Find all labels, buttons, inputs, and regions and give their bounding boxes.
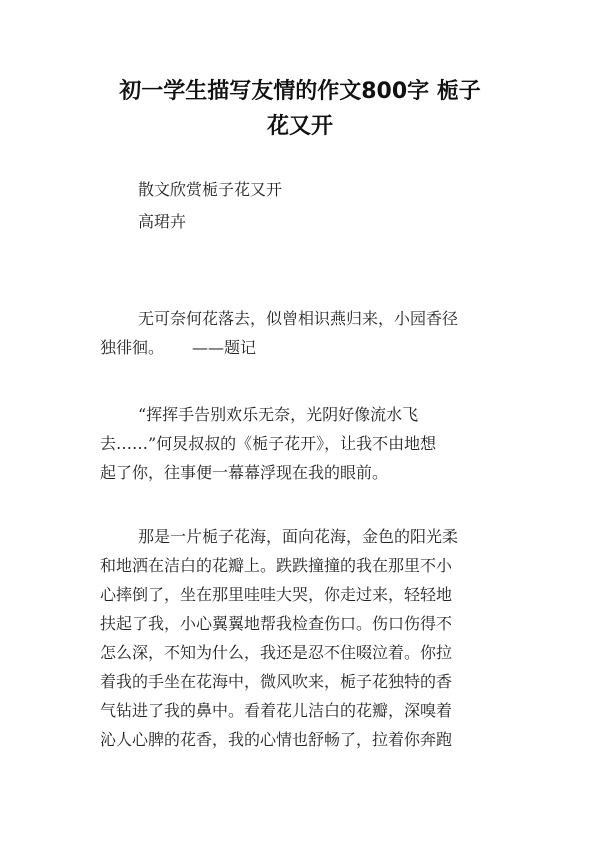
paragraph-line: 起了你，往事便一幕幕浮现在我的眼前。 [100,463,389,482]
body-paragraph [100,400,500,487]
paragraph-line: 无可奈何花落去，似曾相识燕归来，小园香径 [138,309,459,328]
epigraph-signature: ——题记 [192,338,257,357]
paragraph-line: 去……”何炅叔叔的《栀子花开》，让我不由地想 [100,434,437,453]
paragraph-line: 着我的手坐在花海中，微风吹来，栀子花独特的香 [100,672,453,691]
paragraph-line: 独徘徊。 [100,338,165,357]
epigraph-paragraph [100,304,500,362]
subtitle: 散文欣赏栀子花又开 [138,180,283,199]
paragraph-line: 心摔倒了，坐在那里哇哇大哭，你走过来，轻轻地 [100,585,453,604]
paragraph-line: 扶起了我，小心翼翼地帮我检查伤口。伤口伤得不 [100,614,453,633]
paragraph-line: 和地洒在洁白的花瓣上。跌跌撞撞的我在那里不小 [100,556,453,575]
title-line-1: 初一学生描写友情的作文800字 栀子 [119,79,481,104]
paragraph-line: 沁人心脾的花香，我的心情也舒畅了，拉着你奔跑 [100,730,453,749]
paragraph-line: 气钻进了我的鼻中。看着花儿洁白的花瓣，深嗅着 [100,701,453,720]
body-paragraph [100,522,500,754]
paragraph-line: “挥挥手告别欢乐无奈，光阴好像流水飞 [138,405,419,424]
author-name: 高珺卉 [138,212,187,231]
paragraph-line: 怎么深，不知为什么，我还是忍不住啜泣着。你拉 [100,643,453,662]
title-line-2: 花又开 [266,114,333,139]
paragraph-line: 那是一片栀子花海，面向花海，金色的阳光柔 [138,527,459,546]
document-title [90,74,510,144]
